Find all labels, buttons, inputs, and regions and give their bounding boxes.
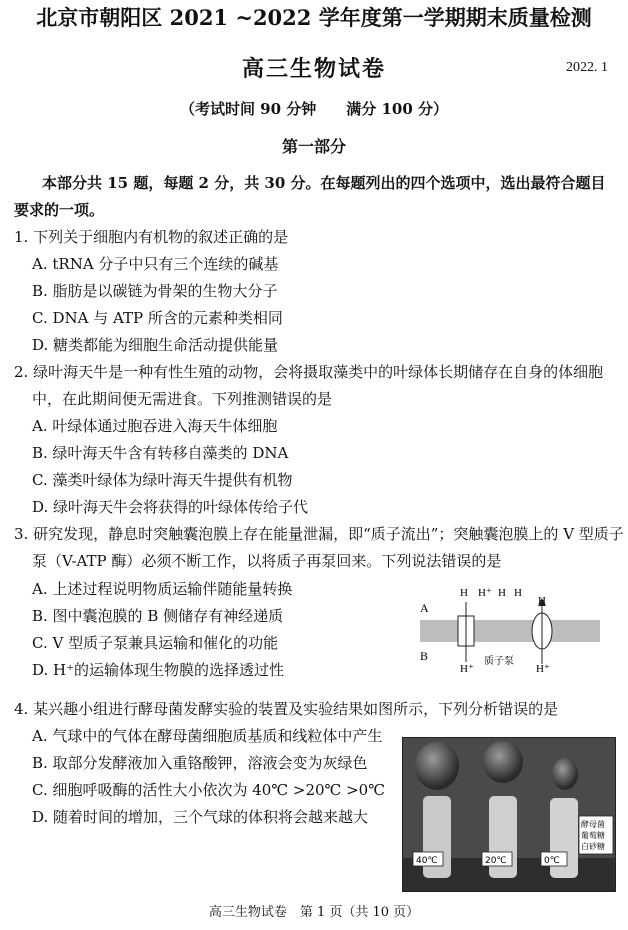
q2-stem-line2: 中，在此期间便无需进食。下列推测错误的是	[32, 390, 333, 408]
balloon-20c	[483, 741, 523, 783]
side-a-label: A	[420, 601, 429, 615]
q1-stem: 1. 下列关于细胞内有机物的叙述正确的是	[14, 228, 289, 246]
instruction: 本部分共 15 题，每题 2 分，共 30 分。在每题列出的四个选项中，选出最符合题目要求的一项。	[14, 174, 606, 219]
membrane-band	[420, 620, 600, 642]
note-sugar: 白砂糖	[581, 842, 605, 851]
h-row-0: H⁺	[478, 587, 492, 599]
q3-stem-line2: 泵（V-ATP 酶）必须不断工作，以将质子再泵回来。下列说法错误的是	[32, 552, 502, 570]
page-footer: 高三生物试卷 第 1 页（共 10 页）	[208, 905, 420, 920]
q4-option-d: D. 随着时间的增加，三个气球的体积将会越来越大	[32, 808, 369, 826]
label-20c: 20℃	[485, 856, 507, 866]
h-bottom-left: H⁺	[460, 663, 474, 674]
q1-option-a: A. tRNA 分子中只有三个连续的碱基	[32, 255, 279, 273]
balloon-0c	[552, 758, 578, 790]
fermentation-photo	[402, 737, 616, 892]
exam-header: 北京市朝阳区 2021 ~2022 学年度第一学期期末质量检测	[36, 5, 592, 30]
q4-option-c: C. 细胞呼吸酶的活性大小依次为 40℃ >20℃ >0℃	[32, 781, 385, 799]
q3-option-c: C. V 型质子泵兼具运输和催化的功能	[32, 634, 279, 652]
q1-option-d: D. 糖类都能为细胞生命活动提供能量	[32, 336, 279, 354]
q2-option-b: B. 绿叶海天牛含有转移自藻类的 DNA	[32, 444, 289, 462]
part-title: 第一部分	[281, 137, 346, 156]
paper-title: 高三生物试卷	[241, 56, 386, 82]
q4-option-b: B. 取部分发酵液加入重铬酸钾，溶液会变为灰绿色	[32, 754, 368, 772]
label-40c: 40℃	[416, 856, 438, 866]
q2-option-a: A. 叶绿体通过胞吞进入海天牛体细胞	[32, 417, 278, 435]
balloon-40c	[415, 742, 459, 790]
exam-info: （考试时间 90 分钟 满分 100 分）	[179, 100, 449, 118]
h-bottom-right: H⁺	[536, 663, 550, 674]
note-glucose: 葡萄糖	[581, 831, 605, 840]
q3-option-d: D. H⁺的运输体现生物膜的选择透过性	[32, 661, 285, 679]
q3-option-a: A. 上述过程说明物质运输伴随能量转换	[32, 580, 293, 598]
h-top-label: H	[460, 587, 468, 599]
h-row-1: H	[498, 587, 506, 599]
q1-option-c: C. DNA 与 ATP 所含的元素种类相同	[32, 309, 283, 327]
q2-stem-line1: 2. 绿叶海天牛是一种有性生殖的动物，会将摄取藻类中的叶绿体长期储存在自身的体细胞	[14, 363, 604, 381]
exam-date: 2022. 1	[566, 60, 608, 75]
h-right-label: H	[538, 595, 546, 607]
h-row-2: H	[514, 587, 522, 599]
proton-pump-diagram	[418, 582, 602, 674]
q3-stem-line1: 3. 研究发现，静息时突触囊泡膜上存在能量泄漏，即“质子流出”；突触囊泡膜上的 V 型质子	[14, 525, 624, 543]
q4-option-a: A. 气球中的气体在酵母菌细胞质基质和线粒体中产生	[32, 727, 383, 745]
q4-stem: 4. 某兴趣小组进行酵母菌发酵实验的装置及实验结果如图所示，下列分析错误的是	[14, 700, 559, 718]
label-0c: 0℃	[544, 856, 560, 866]
fermentation-illustration	[403, 738, 615, 891]
q3-option-b: B. 图中囊泡膜的 B 侧储存有神经递质	[32, 607, 284, 625]
note-yeast: 酵母菌	[581, 820, 605, 829]
side-b-label: B	[420, 649, 429, 663]
pump-label: 质子泵	[484, 656, 514, 667]
q2-option-c: C. 藻类叶绿体为绿叶海天牛提供有机物	[32, 471, 293, 489]
q1-option-b: B. 脂肪是以碳链为骨架的生物大分子	[32, 282, 278, 300]
q2-option-d: D. 绿叶海天牛会将获得的叶绿体传给子代	[32, 498, 309, 516]
